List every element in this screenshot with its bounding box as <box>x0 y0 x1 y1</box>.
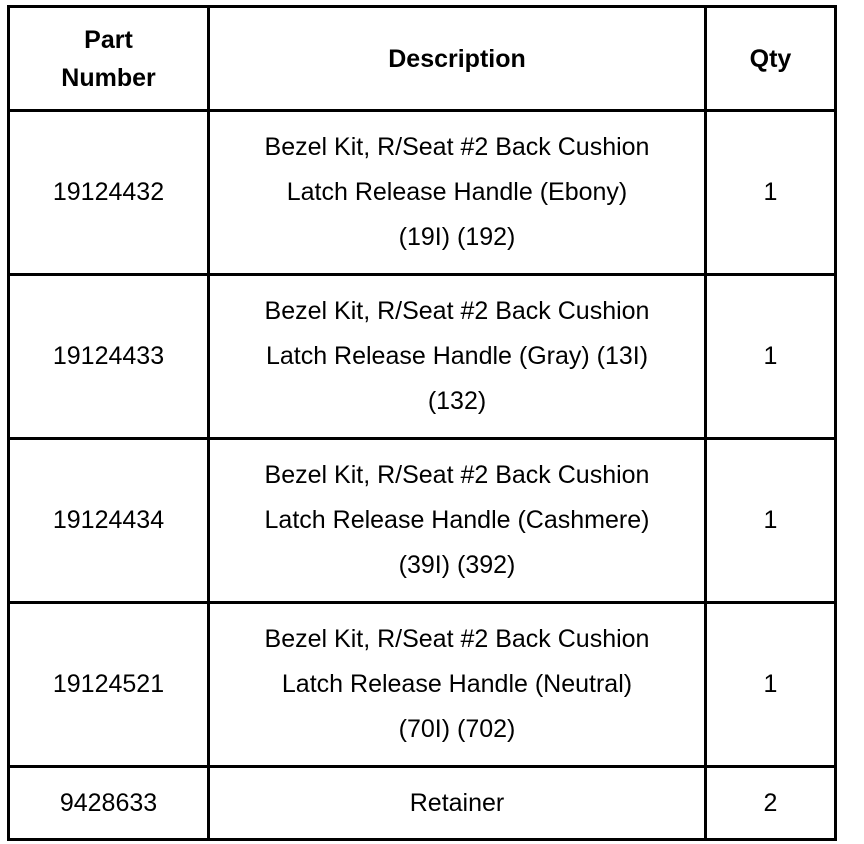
table-header-row <box>9 7 836 111</box>
cell-qty: 1 <box>706 275 836 439</box>
cell-part-number: 19124433 <box>9 275 209 439</box>
description-line: (132) <box>427 387 487 415</box>
header-part-line1: Part <box>84 25 133 54</box>
table-row <box>9 603 836 767</box>
cell-qty: 1 <box>706 603 836 767</box>
header-part-line2: Number <box>61 63 156 92</box>
cell-qty: 1 <box>706 111 836 275</box>
header-qty: Qty <box>706 7 836 111</box>
description-line: (70I) (702) <box>398 715 516 743</box>
header-description: Description <box>209 7 706 111</box>
cell-part-number: 19124434 <box>9 439 209 603</box>
header-part-number <box>9 7 209 111</box>
cell-qty: 2 <box>706 767 836 840</box>
table-row <box>9 111 836 275</box>
description-line: (39I) (392) <box>398 551 516 579</box>
description-line: Bezel Kit, R/Seat #2 Back Cushion <box>264 461 650 489</box>
description-line: Latch Release Handle (Ebony) <box>286 178 628 206</box>
cell-description <box>209 767 706 840</box>
cell-part-number: 9428633 <box>9 767 209 840</box>
cell-qty: 1 <box>706 439 836 603</box>
cell-description <box>209 603 706 767</box>
table-row <box>9 767 836 840</box>
description-line: Retainer <box>409 788 505 817</box>
description-line: Latch Release Handle (Cashmere) <box>264 506 650 534</box>
cell-description <box>209 275 706 439</box>
cell-part-number: 19124521 <box>9 603 209 767</box>
cell-description <box>209 111 706 275</box>
table-row <box>9 439 836 603</box>
description-line: Latch Release Handle (Neutral) <box>281 670 633 698</box>
table-row <box>9 275 836 439</box>
description-line: (19I) (192) <box>398 223 516 251</box>
cell-part-number: 19124432 <box>9 111 209 275</box>
description-line: Bezel Kit, R/Seat #2 Back Cushion <box>264 133 650 161</box>
parts-table <box>7 5 837 841</box>
cell-description <box>209 439 706 603</box>
description-line: Bezel Kit, R/Seat #2 Back Cushion <box>264 625 650 653</box>
description-line: Latch Release Handle (Gray) (13I) <box>265 342 649 370</box>
description-line: Bezel Kit, R/Seat #2 Back Cushion <box>264 297 650 325</box>
